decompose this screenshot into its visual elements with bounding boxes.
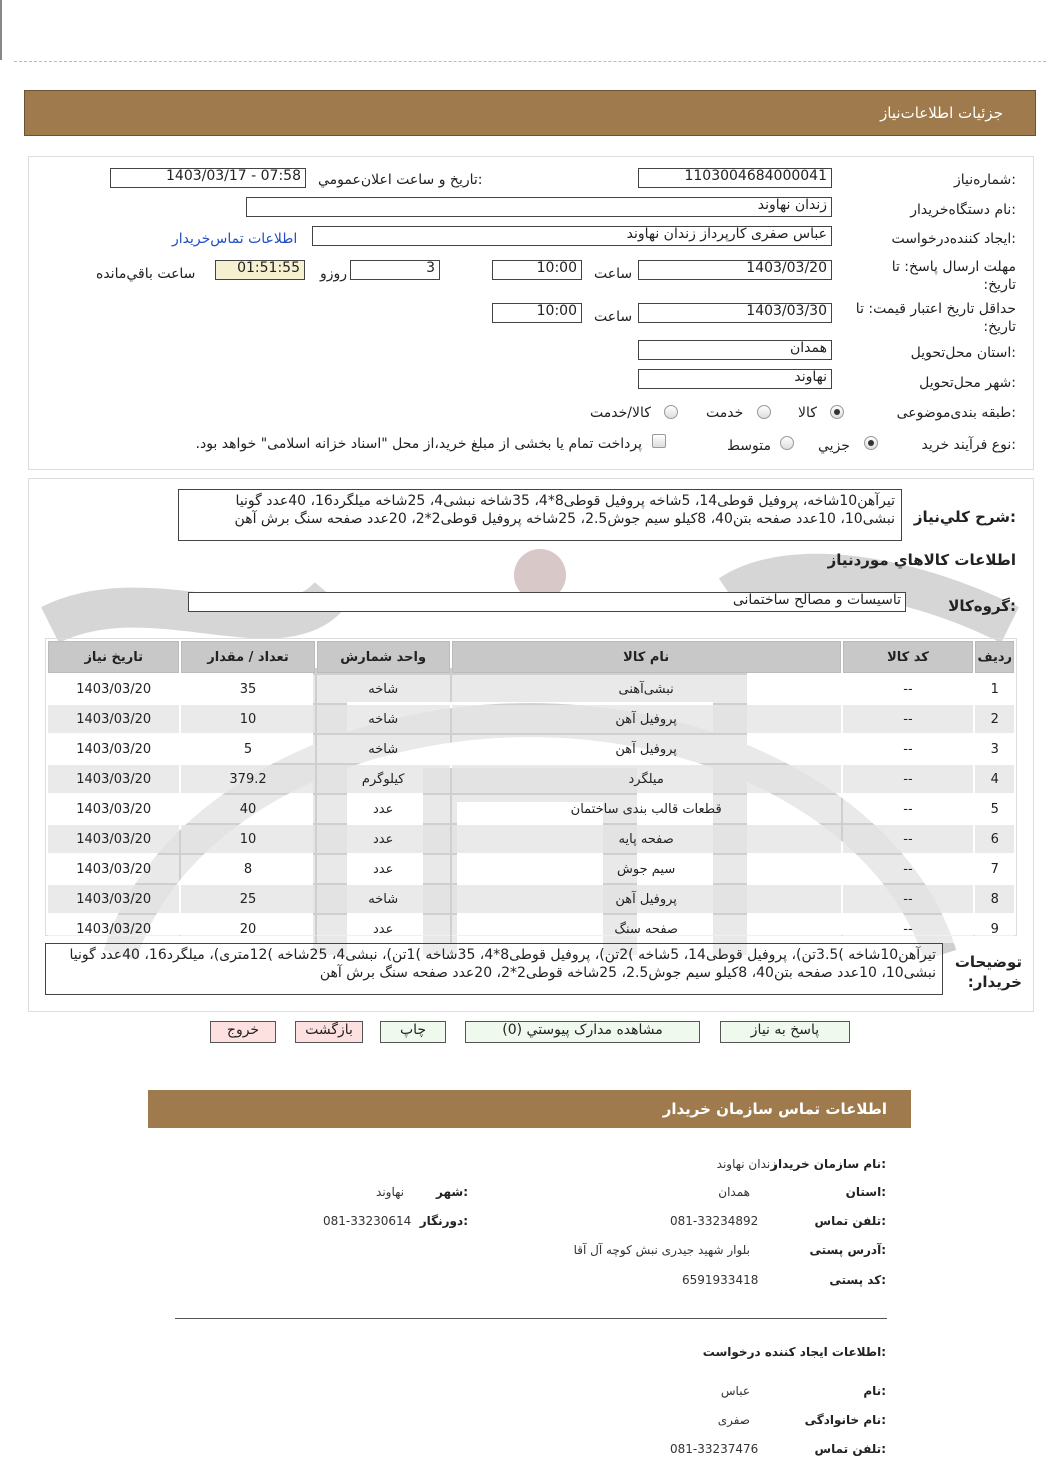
item-quantity-cell: 379.2 [181, 765, 314, 793]
buyer-org-field: زندان نهاوند [246, 197, 832, 217]
item-need-date-cell: 1403/03/20 [48, 915, 179, 943]
contact-postal-value: 6591933418 [682, 1273, 759, 1287]
group-label: گروه‌کالا: [948, 597, 1016, 615]
table-row [48, 765, 1014, 793]
buyer-notes-label: توضيحات خريدار: [954, 953, 1022, 991]
item-code-cell: -- [843, 915, 974, 943]
category-service-radio[interactable] [757, 405, 771, 419]
remaining-time-field: 01:51:55 [215, 260, 305, 280]
category-goods-label: کالا [798, 405, 817, 421]
goods-heading: اطلاعات کالاهاي موردنياز [827, 551, 1016, 569]
province-field: همدان [638, 340, 832, 360]
buyer-notes-text: تیرآهن10شاخه )3.5تن)، پروفیل قوطی14، 5شاخه )2تن)، پروفیل قوطی8*4، 35شاخه )1تن)، نبشی4، 25شاخه )12متری)، میلگرد16، 40عدد گونیا نبشی10، 10عدد صفحه بتن40، 8کیلو سیم جوش2.5، 25شاخه قوطی2*2، 20عدد صفحه سنگ برش آهن [45, 943, 943, 995]
table-row [48, 825, 1014, 853]
deadline-label: مهلت ارسال پاسخ: تا تاريخ: [891, 259, 1016, 293]
creator-name-value: عباس [720, 1384, 750, 1398]
days-field: 3 [350, 260, 440, 280]
item-need-date-cell: 1403/03/20 [48, 855, 179, 883]
item-name-cell: پروفیل آهن [452, 885, 841, 913]
item-need-date-cell: 1403/03/20 [48, 885, 179, 913]
validity-time-field: 10:00 [492, 303, 582, 323]
need-number-label: شماره‌نیاز: [953, 172, 1016, 188]
table-row [48, 795, 1014, 823]
item-quantity-cell: 20 [181, 915, 314, 943]
item-need-date-cell: 1403/03/20 [48, 705, 179, 733]
item-name-cell: سیم جوش [452, 855, 841, 883]
back-button[interactable]: بازگشت [295, 1021, 363, 1043]
category-goods-service-label: کالا/خدمت [590, 405, 651, 421]
group-field: تاسیسات و مصالح ساختمانی [188, 592, 906, 612]
item-unit-cell: عدد [317, 855, 450, 883]
contact-section-title: اطلاعات تماس سازمان خریدار [662, 1100, 887, 1118]
item-unit-cell: شاخه [317, 735, 450, 763]
contact-org-value: زندان نهاوند [716, 1157, 776, 1171]
category-label: طبقه بندی‌موضوعی: [896, 405, 1016, 421]
contact-address-label: آدرس پستی: [809, 1243, 886, 1257]
row-number-cell: 6 [975, 825, 1014, 853]
item-need-date-cell: 1403/03/20 [48, 735, 179, 763]
item-name-cell: قطعات قالب بندی ساختمان [452, 795, 841, 823]
announce-field: 1403/03/17 - 07:58 [110, 168, 306, 188]
process-minor-radio[interactable] [864, 436, 878, 450]
contact-address-value: بلوار شهید جیدری نبش کوچه آل آقا [573, 1243, 750, 1257]
city-field: نهاوند [638, 369, 832, 389]
contact-postal-label: کد پستی: [829, 1273, 886, 1287]
creator-info-heading: اطلاعات ایجاد کننده درخواست: [702, 1345, 886, 1359]
summary-label: شرح کلي‌نياز: [913, 508, 1016, 526]
item-code-cell: -- [843, 795, 974, 823]
item-unit-cell: عدد [317, 795, 450, 823]
item-code-cell: -- [843, 825, 974, 853]
contact-phone-label: تلفن تماس: [814, 1214, 886, 1228]
reply-button[interactable]: پاسخ به نياز [720, 1021, 850, 1043]
creator-label: ايجاد کننده‌درخواست: [891, 231, 1016, 247]
creator-phone-label: تلفن تماس: [814, 1442, 886, 1456]
creator-field: عباس صفری کارپرداز زندان نهاوند [312, 226, 832, 246]
page-title: جزئیات اطلاعات‌نیاز [880, 104, 1003, 122]
table-row [48, 855, 1014, 883]
table-row [48, 915, 1014, 943]
item-unit-cell: شاخه [317, 675, 450, 703]
city-label: شهر محل‌تحويل: [919, 375, 1016, 391]
contact-fax-label: دورنگار: [419, 1214, 468, 1228]
process-medium-label: متوسط [727, 438, 771, 454]
row-number-cell: 8 [975, 885, 1014, 913]
window-edge [0, 0, 2, 60]
contact-org-label: نام سازمان خریدار: [771, 1157, 886, 1171]
row-number-cell: 2 [975, 705, 1014, 733]
province-label: استان محل‌تحويل: [910, 345, 1016, 361]
item-unit-cell: کیلوگرم [317, 765, 450, 793]
item-name-cell: نبشی‌آهنی [452, 675, 841, 703]
creator-phone-value: 081-33237476 [670, 1442, 759, 1456]
view-attachments-button[interactable]: مشاهده مدارک پيوستي (0) [465, 1021, 700, 1043]
category-service-label: خدمت [706, 405, 744, 421]
item-quantity-cell: 5 [181, 735, 314, 763]
deadline-time-field: 10:00 [492, 260, 582, 280]
deadline-time-label: ساعت [594, 266, 633, 282]
col-name-header: نام کالا [452, 641, 841, 673]
process-medium-radio[interactable] [780, 436, 794, 450]
item-name-cell: میلگرد [452, 765, 841, 793]
category-goods-service-radio[interactable] [664, 405, 678, 419]
days-label: روزو [320, 266, 348, 282]
item-name-cell: صفحه پایه [452, 825, 841, 853]
item-need-date-cell: 1403/03/20 [48, 765, 179, 793]
row-number-cell: 1 [975, 675, 1014, 703]
col-code-header: کد کالا [843, 641, 974, 673]
item-name-cell: صفحه سنگ [452, 915, 841, 943]
summary-text: تیرآهن10شاخه، پروفیل قوطی14، 5شاخه پروفیل قوطی8*4، 35شاخه نبشی4، 25شاخه میلگرد16، 40عدد گونیا نبشی10، 10عدد صفحه بتن40، 8کیلو سیم جوش2.5، 25شاخه پروفیل قوطی2*2، 20عدد صفحه سنگ برش آهن [178, 489, 902, 541]
item-quantity-cell: 25 [181, 885, 314, 913]
remaining-label: ساعت باقي‌مانده [96, 266, 196, 282]
contact-province-label: استان: [845, 1185, 886, 1199]
row-number-cell: 3 [975, 735, 1014, 763]
item-quantity-cell: 8 [181, 855, 314, 883]
item-code-cell: -- [843, 735, 974, 763]
creator-name-label: نام: [863, 1384, 886, 1398]
contact-phone-value: 081-33234892 [670, 1214, 759, 1228]
contact-city-label: شهر: [436, 1185, 468, 1199]
table-row [48, 705, 1014, 733]
creator-family-label: نام خانوادگی: [804, 1413, 886, 1427]
item-code-cell: -- [843, 765, 974, 793]
contact-city-value: نهاوند [376, 1185, 404, 1199]
item-code-cell: -- [843, 855, 974, 883]
deadline-date-field: 1403/03/20 [638, 260, 832, 280]
row-number-cell: 7 [975, 855, 1014, 883]
need-number-field: 1103004684000041 [638, 168, 832, 188]
contact-section-header [148, 1090, 911, 1128]
validity-date-field: 1403/03/30 [638, 303, 832, 323]
col-date-header: تاريخ نياز [48, 641, 179, 673]
item-need-date-cell: 1403/03/20 [48, 825, 179, 853]
table-row [48, 735, 1014, 763]
item-name-cell: پروفیل آهن [452, 705, 841, 733]
row-number-cell: 5 [975, 795, 1014, 823]
table-row [48, 675, 1014, 703]
page-header [24, 90, 1036, 136]
table-row [48, 885, 1014, 913]
row-number-cell: 4 [975, 765, 1014, 793]
validity-time-label: ساعت [594, 309, 633, 325]
item-unit-cell: شاخه [317, 885, 450, 913]
col-unit-header: واحد شمارش [317, 641, 450, 673]
col-row-header: رديف [975, 641, 1014, 673]
item-unit-cell: شاخه [317, 705, 450, 733]
item-unit-cell: عدد [317, 825, 450, 853]
validity-label: حداقل تاريخ اعتبار قيمت: تا تاريخ: [855, 301, 1016, 335]
col-qty-header: تعداد / مقدار [181, 641, 314, 673]
exit-button[interactable]: خروج [210, 1021, 276, 1043]
item-code-cell: -- [843, 885, 974, 913]
item-code-cell: -- [843, 675, 974, 703]
contact-divider [175, 1318, 887, 1319]
item-name-cell: پروفیل آهن [452, 735, 841, 763]
treasury-payment-checkbox[interactable] [652, 434, 666, 448]
item-need-date-cell: 1403/03/20 [48, 795, 179, 823]
contact-fax-value: 081-33230614 [323, 1214, 412, 1228]
divider [14, 61, 1046, 62]
creator-family-value: صفری [717, 1413, 750, 1427]
item-quantity-cell: 40 [181, 795, 314, 823]
print-button[interactable]: چاپ [380, 1021, 446, 1043]
process-label: نوع فرآيند خريد: [921, 437, 1016, 453]
item-quantity-cell: 10 [181, 825, 314, 853]
buyer-contact-link[interactable]: اطلاعات تماس‌خريدار [172, 231, 298, 247]
item-unit-cell: عدد [317, 915, 450, 943]
item-need-date-cell: 1403/03/20 [48, 675, 179, 703]
item-quantity-cell: 35 [181, 675, 314, 703]
treasury-payment-note: پرداخت تمام يا بخشی از مبلغ خريد،از محل "اسناد خزانه اسلامی" خواهد بود. [195, 436, 642, 452]
buyer-org-label: نام دستگاه‌خريدار: [910, 202, 1016, 218]
announce-label: تاريخ و ساعت اعلان‌عمومي: [318, 172, 483, 188]
category-goods-radio[interactable] [830, 405, 844, 419]
items-table [46, 639, 1016, 945]
process-minor-label: جزيي [818, 438, 850, 454]
item-quantity-cell: 10 [181, 705, 314, 733]
row-number-cell: 9 [975, 915, 1014, 943]
items-table-frame [45, 638, 1017, 936]
item-code-cell: -- [843, 705, 974, 733]
contact-province-value: همدان [718, 1185, 750, 1199]
